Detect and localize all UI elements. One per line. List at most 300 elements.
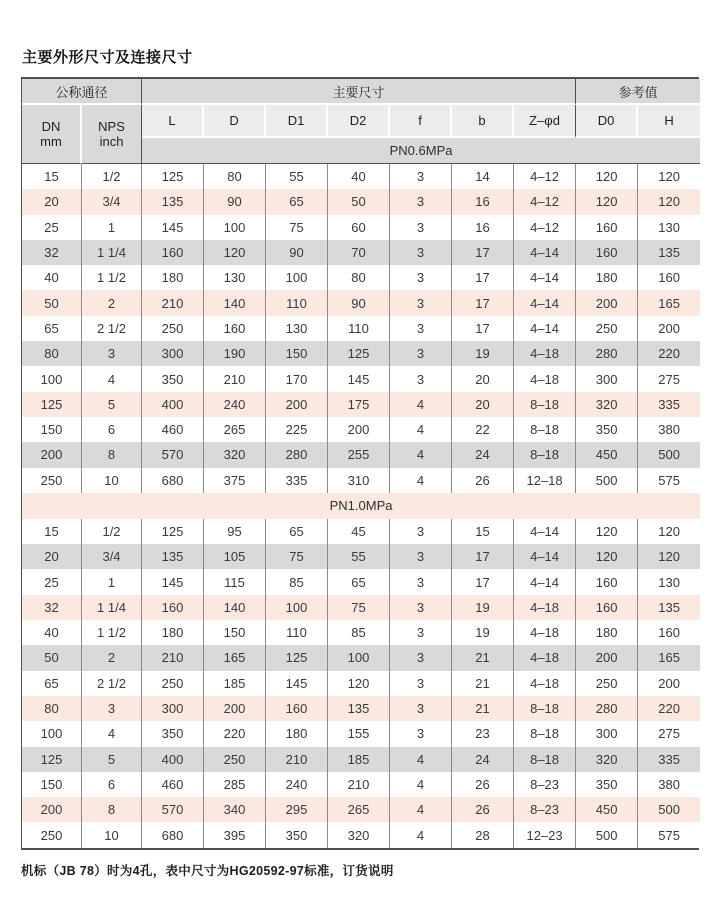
cell: 4–12 — [514, 215, 576, 240]
cell: 65 — [22, 671, 82, 696]
cell: 70 — [328, 240, 390, 265]
cell: 165 — [638, 645, 700, 670]
cell: 3/4 — [82, 189, 142, 214]
cell: 80 — [204, 164, 266, 189]
cell: 145 — [328, 366, 390, 391]
column-header-b: b — [452, 105, 514, 138]
cell: 23 — [452, 721, 514, 746]
cell: 350 — [142, 721, 204, 746]
cell: 4 — [82, 721, 142, 746]
cell: 335 — [638, 392, 700, 417]
cell: 32 — [22, 595, 82, 620]
cell: 65 — [266, 189, 328, 214]
cell: 14 — [452, 164, 514, 189]
cell: 3 — [390, 189, 452, 214]
cell: 1 1/2 — [82, 265, 142, 290]
cell: 16 — [452, 215, 514, 240]
cell: 110 — [266, 290, 328, 315]
cell: 95 — [204, 519, 266, 544]
cell: 255 — [328, 442, 390, 467]
cell: 275 — [638, 721, 700, 746]
cell: 4 — [390, 747, 452, 772]
cell: 125 — [142, 164, 204, 189]
cell: 22 — [452, 417, 514, 442]
cell: 500 — [576, 822, 638, 847]
cell: 28 — [452, 822, 514, 847]
cell: 4–14 — [514, 544, 576, 569]
cell: 320 — [328, 822, 390, 847]
cell: 210 — [328, 772, 390, 797]
cell: 280 — [266, 442, 328, 467]
pressure-band-label: PN0.6MPa — [142, 138, 700, 164]
cell: 120 — [576, 189, 638, 214]
table-row — [22, 645, 700, 670]
cell: 8 — [82, 797, 142, 822]
cell: 16 — [452, 189, 514, 214]
cell: 180 — [142, 620, 204, 645]
cell: 130 — [266, 316, 328, 341]
cell: 10 — [82, 822, 142, 847]
cell: 295 — [266, 797, 328, 822]
cell: 4–18 — [514, 671, 576, 696]
cell: 3 — [390, 265, 452, 290]
header-group-row — [22, 79, 700, 105]
cell: 1 1/2 — [82, 620, 142, 645]
cell: 1/2 — [82, 519, 142, 544]
header-nps-unit-top: NPS — [98, 119, 125, 134]
cell: 32 — [22, 240, 82, 265]
cell: 90 — [328, 290, 390, 315]
cell: 4–14 — [514, 519, 576, 544]
cell: 335 — [638, 747, 700, 772]
cell: 250 — [22, 468, 82, 493]
cell: 160 — [266, 696, 328, 721]
table-row — [22, 696, 700, 721]
table-row — [22, 265, 700, 290]
cell: 65 — [266, 519, 328, 544]
cell: 4–14 — [514, 569, 576, 594]
cell: 180 — [266, 721, 328, 746]
cell: 160 — [576, 569, 638, 594]
cell: 3 — [390, 645, 452, 670]
table-row — [22, 595, 700, 620]
cell: 65 — [328, 569, 390, 594]
cell: 1 1/4 — [82, 595, 142, 620]
cell: 375 — [204, 468, 266, 493]
cell: 340 — [204, 797, 266, 822]
cell: 50 — [22, 290, 82, 315]
cell: 175 — [328, 392, 390, 417]
table-row — [22, 721, 700, 746]
table-row — [22, 442, 700, 467]
cell: 320 — [576, 747, 638, 772]
cell: 310 — [328, 468, 390, 493]
table-row — [22, 366, 700, 391]
cell: 20 — [452, 366, 514, 391]
cell: 500 — [638, 797, 700, 822]
cell: 285 — [204, 772, 266, 797]
cell: 140 — [204, 595, 266, 620]
cell: 575 — [638, 822, 700, 847]
cell: 6 — [82, 417, 142, 442]
cell: 500 — [576, 468, 638, 493]
cell: 75 — [328, 595, 390, 620]
cell: 40 — [328, 164, 390, 189]
column-header-Zd: Z–φd — [514, 105, 576, 138]
table-row — [22, 189, 700, 214]
cell: 3 — [390, 569, 452, 594]
cell: 185 — [204, 671, 266, 696]
cell: 50 — [328, 189, 390, 214]
table-row — [22, 215, 700, 240]
cell: 19 — [452, 620, 514, 645]
cell: 100 — [266, 265, 328, 290]
cell: 20 — [22, 189, 82, 214]
cell: 110 — [328, 316, 390, 341]
cell: 570 — [142, 797, 204, 822]
cell: 460 — [142, 772, 204, 797]
cell: 65 — [22, 316, 82, 341]
header-dn — [22, 105, 82, 164]
cell: 4–18 — [514, 341, 576, 366]
table-row — [22, 240, 700, 265]
cell: 19 — [452, 341, 514, 366]
header-reference-values: 参考值 — [576, 79, 700, 105]
cell: 160 — [204, 316, 266, 341]
cell: 135 — [142, 544, 204, 569]
cell: 380 — [638, 417, 700, 442]
cell: 125 — [142, 519, 204, 544]
cell: 4 — [390, 797, 452, 822]
cell: 210 — [204, 366, 266, 391]
cell: 210 — [266, 747, 328, 772]
cell: 3 — [390, 366, 452, 391]
cell: 250 — [204, 747, 266, 772]
cell: 8 — [82, 442, 142, 467]
cell: 240 — [266, 772, 328, 797]
table-row — [22, 544, 700, 569]
cell: 350 — [576, 417, 638, 442]
cell: 6 — [82, 772, 142, 797]
cell: 3 — [390, 620, 452, 645]
cell: 4 — [390, 417, 452, 442]
header-dn-unit-bottom: mm — [40, 134, 62, 149]
cell: 450 — [576, 797, 638, 822]
cell: 250 — [22, 822, 82, 847]
cell: 17 — [452, 544, 514, 569]
cell: 45 — [328, 519, 390, 544]
cell: 165 — [638, 290, 700, 315]
table-row — [22, 772, 700, 797]
cell: 150 — [204, 620, 266, 645]
cell: 3 — [390, 164, 452, 189]
cell: 3 — [390, 519, 452, 544]
cell: 80 — [328, 265, 390, 290]
cell: 450 — [576, 442, 638, 467]
cell: 200 — [266, 392, 328, 417]
cell: 145 — [266, 671, 328, 696]
cell: 200 — [22, 797, 82, 822]
cell: 115 — [204, 569, 266, 594]
cell: 3 — [390, 215, 452, 240]
cell: 2 — [82, 645, 142, 670]
cell: 2 — [82, 290, 142, 315]
cell: 25 — [22, 569, 82, 594]
cell: 135 — [638, 595, 700, 620]
cell: 135 — [142, 189, 204, 214]
header-main-dimensions: 主要尺寸 — [142, 79, 576, 105]
cell: 3 — [82, 696, 142, 721]
cell: 130 — [204, 265, 266, 290]
cell: 1/2 — [82, 164, 142, 189]
cell: 15 — [22, 519, 82, 544]
cell: 280 — [576, 341, 638, 366]
cell: 160 — [576, 240, 638, 265]
cell: 17 — [452, 316, 514, 341]
cell: 4 — [82, 366, 142, 391]
cell: 120 — [576, 544, 638, 569]
cell: 200 — [576, 290, 638, 315]
cell: 12–18 — [514, 468, 576, 493]
header-dn-unit-top: DN — [41, 119, 61, 134]
cell: 1 — [82, 569, 142, 594]
cell: 20 — [452, 392, 514, 417]
cell: 350 — [266, 822, 328, 847]
cell: 200 — [22, 442, 82, 467]
cell: 3 — [390, 544, 452, 569]
cell: 15 — [452, 519, 514, 544]
cell: 185 — [328, 747, 390, 772]
cell: 250 — [142, 671, 204, 696]
pressure-band-label: PN1.0MPa — [22, 493, 700, 519]
cell: 50 — [22, 645, 82, 670]
cell: 4 — [390, 822, 452, 847]
cell: 80 — [22, 341, 82, 366]
cell: 12–23 — [514, 822, 576, 847]
cell: 8–23 — [514, 772, 576, 797]
cell: 26 — [452, 772, 514, 797]
cell: 320 — [576, 392, 638, 417]
column-header-f: f — [390, 105, 452, 138]
cell: 8–18 — [514, 721, 576, 746]
cell: 1 1/4 — [82, 240, 142, 265]
table-row — [22, 747, 700, 772]
cell: 21 — [452, 671, 514, 696]
cell: 120 — [638, 544, 700, 569]
cell: 4–18 — [514, 620, 576, 645]
column-header-D1: D1 — [266, 105, 328, 138]
cell: 24 — [452, 747, 514, 772]
column-header-D2: D2 — [328, 105, 390, 138]
cell: 130 — [638, 215, 700, 240]
cell: 4–14 — [514, 316, 576, 341]
cell: 2 1/2 — [82, 671, 142, 696]
header-nps — [82, 105, 142, 164]
cell: 320 — [204, 442, 266, 467]
cell: 125 — [266, 645, 328, 670]
cell: 120 — [204, 240, 266, 265]
cell: 10 — [82, 468, 142, 493]
cell: 150 — [22, 417, 82, 442]
cell: 21 — [452, 696, 514, 721]
cell: 130 — [638, 569, 700, 594]
cell: 3 — [390, 341, 452, 366]
cell: 5 — [82, 392, 142, 417]
table-row — [22, 620, 700, 645]
cell: 160 — [638, 620, 700, 645]
cell: 150 — [266, 341, 328, 366]
cell: 4 — [390, 772, 452, 797]
cell: 55 — [266, 164, 328, 189]
cell: 160 — [142, 240, 204, 265]
table-row — [22, 164, 700, 189]
cell: 110 — [266, 620, 328, 645]
cell: 80 — [22, 696, 82, 721]
cell: 240 — [204, 392, 266, 417]
cell: 220 — [638, 696, 700, 721]
cell: 250 — [142, 316, 204, 341]
cell: 3 — [390, 290, 452, 315]
table-row — [22, 316, 700, 341]
cell: 75 — [266, 215, 328, 240]
footnote: 机标（JB 78）时为4孔，表中尺寸为HG20592-97标准，订货说明 — [21, 864, 394, 878]
cell: 280 — [576, 696, 638, 721]
cell: 265 — [328, 797, 390, 822]
cell: 15 — [22, 164, 82, 189]
column-header-D: D — [204, 105, 266, 138]
cell: 3 — [390, 595, 452, 620]
cell: 4–12 — [514, 189, 576, 214]
cell: 90 — [204, 189, 266, 214]
cell: 145 — [142, 569, 204, 594]
cell: 250 — [576, 316, 638, 341]
cell: 100 — [22, 721, 82, 746]
cell: 180 — [576, 265, 638, 290]
cell: 120 — [328, 671, 390, 696]
cell: 250 — [576, 671, 638, 696]
cell: 40 — [22, 620, 82, 645]
cell: 3 — [390, 316, 452, 341]
cell: 300 — [142, 696, 204, 721]
cell: 350 — [142, 366, 204, 391]
cell: 200 — [638, 671, 700, 696]
cell: 3 — [390, 696, 452, 721]
cell: 8–18 — [514, 747, 576, 772]
cell: 225 — [266, 417, 328, 442]
cell: 190 — [204, 341, 266, 366]
cell: 25 — [22, 215, 82, 240]
cell: 4–14 — [514, 290, 576, 315]
cell: 5 — [82, 747, 142, 772]
cell: 3/4 — [82, 544, 142, 569]
cell: 200 — [576, 645, 638, 670]
cell: 17 — [452, 569, 514, 594]
table-row — [22, 519, 700, 544]
cell: 120 — [576, 519, 638, 544]
cell: 125 — [22, 392, 82, 417]
cell: 24 — [452, 442, 514, 467]
cell: 55 — [328, 544, 390, 569]
cell: 400 — [142, 392, 204, 417]
cell: 21 — [452, 645, 514, 670]
dimensions-table — [22, 79, 700, 848]
table-row — [22, 392, 700, 417]
cell: 20 — [22, 544, 82, 569]
cell: 8–18 — [514, 417, 576, 442]
cell: 60 — [328, 215, 390, 240]
cell: 100 — [266, 595, 328, 620]
cell: 300 — [576, 366, 638, 391]
cell: 3 — [390, 721, 452, 746]
cell: 265 — [204, 417, 266, 442]
cell: 140 — [204, 290, 266, 315]
header-columns-row — [22, 105, 700, 138]
page-title: 主要外形尺寸及连接尺寸 — [22, 49, 193, 66]
pressure-band-row — [22, 493, 700, 519]
cell: 335 — [266, 468, 328, 493]
cell: 160 — [576, 215, 638, 240]
cell: 160 — [576, 595, 638, 620]
cell: 300 — [576, 721, 638, 746]
cell: 4–18 — [514, 645, 576, 670]
cell: 160 — [638, 265, 700, 290]
table-row — [22, 341, 700, 366]
cell: 275 — [638, 366, 700, 391]
cell: 210 — [142, 645, 204, 670]
cell: 26 — [452, 468, 514, 493]
table-row — [22, 671, 700, 696]
cell: 150 — [22, 772, 82, 797]
cell: 100 — [328, 645, 390, 670]
cell: 400 — [142, 747, 204, 772]
cell: 395 — [204, 822, 266, 847]
cell: 4–14 — [514, 265, 576, 290]
cell: 75 — [266, 544, 328, 569]
cell: 26 — [452, 797, 514, 822]
cell: 8–18 — [514, 392, 576, 417]
cell: 145 — [142, 215, 204, 240]
cell: 40 — [22, 265, 82, 290]
cell: 100 — [22, 366, 82, 391]
cell: 3 — [390, 671, 452, 696]
cell: 120 — [638, 164, 700, 189]
cell: 4–18 — [514, 595, 576, 620]
cell: 4 — [390, 442, 452, 467]
cell: 120 — [576, 164, 638, 189]
cell: 4–12 — [514, 164, 576, 189]
cell: 680 — [142, 468, 204, 493]
cell: 120 — [638, 189, 700, 214]
cell: 90 — [266, 240, 328, 265]
cell: 125 — [328, 341, 390, 366]
cell: 17 — [452, 265, 514, 290]
table-row — [22, 468, 700, 493]
cell: 200 — [204, 696, 266, 721]
cell: 8–18 — [514, 442, 576, 467]
cell: 180 — [576, 620, 638, 645]
table-frame — [21, 77, 699, 850]
cell: 180 — [142, 265, 204, 290]
cell: 135 — [328, 696, 390, 721]
cell: 17 — [452, 240, 514, 265]
cell: 135 — [638, 240, 700, 265]
cell: 200 — [638, 316, 700, 341]
cell: 4 — [390, 468, 452, 493]
header-nominal-diameter: 公称通径 — [22, 79, 142, 105]
column-header-D0: D0 — [576, 105, 638, 138]
table-row — [22, 797, 700, 822]
cell: 210 — [142, 290, 204, 315]
